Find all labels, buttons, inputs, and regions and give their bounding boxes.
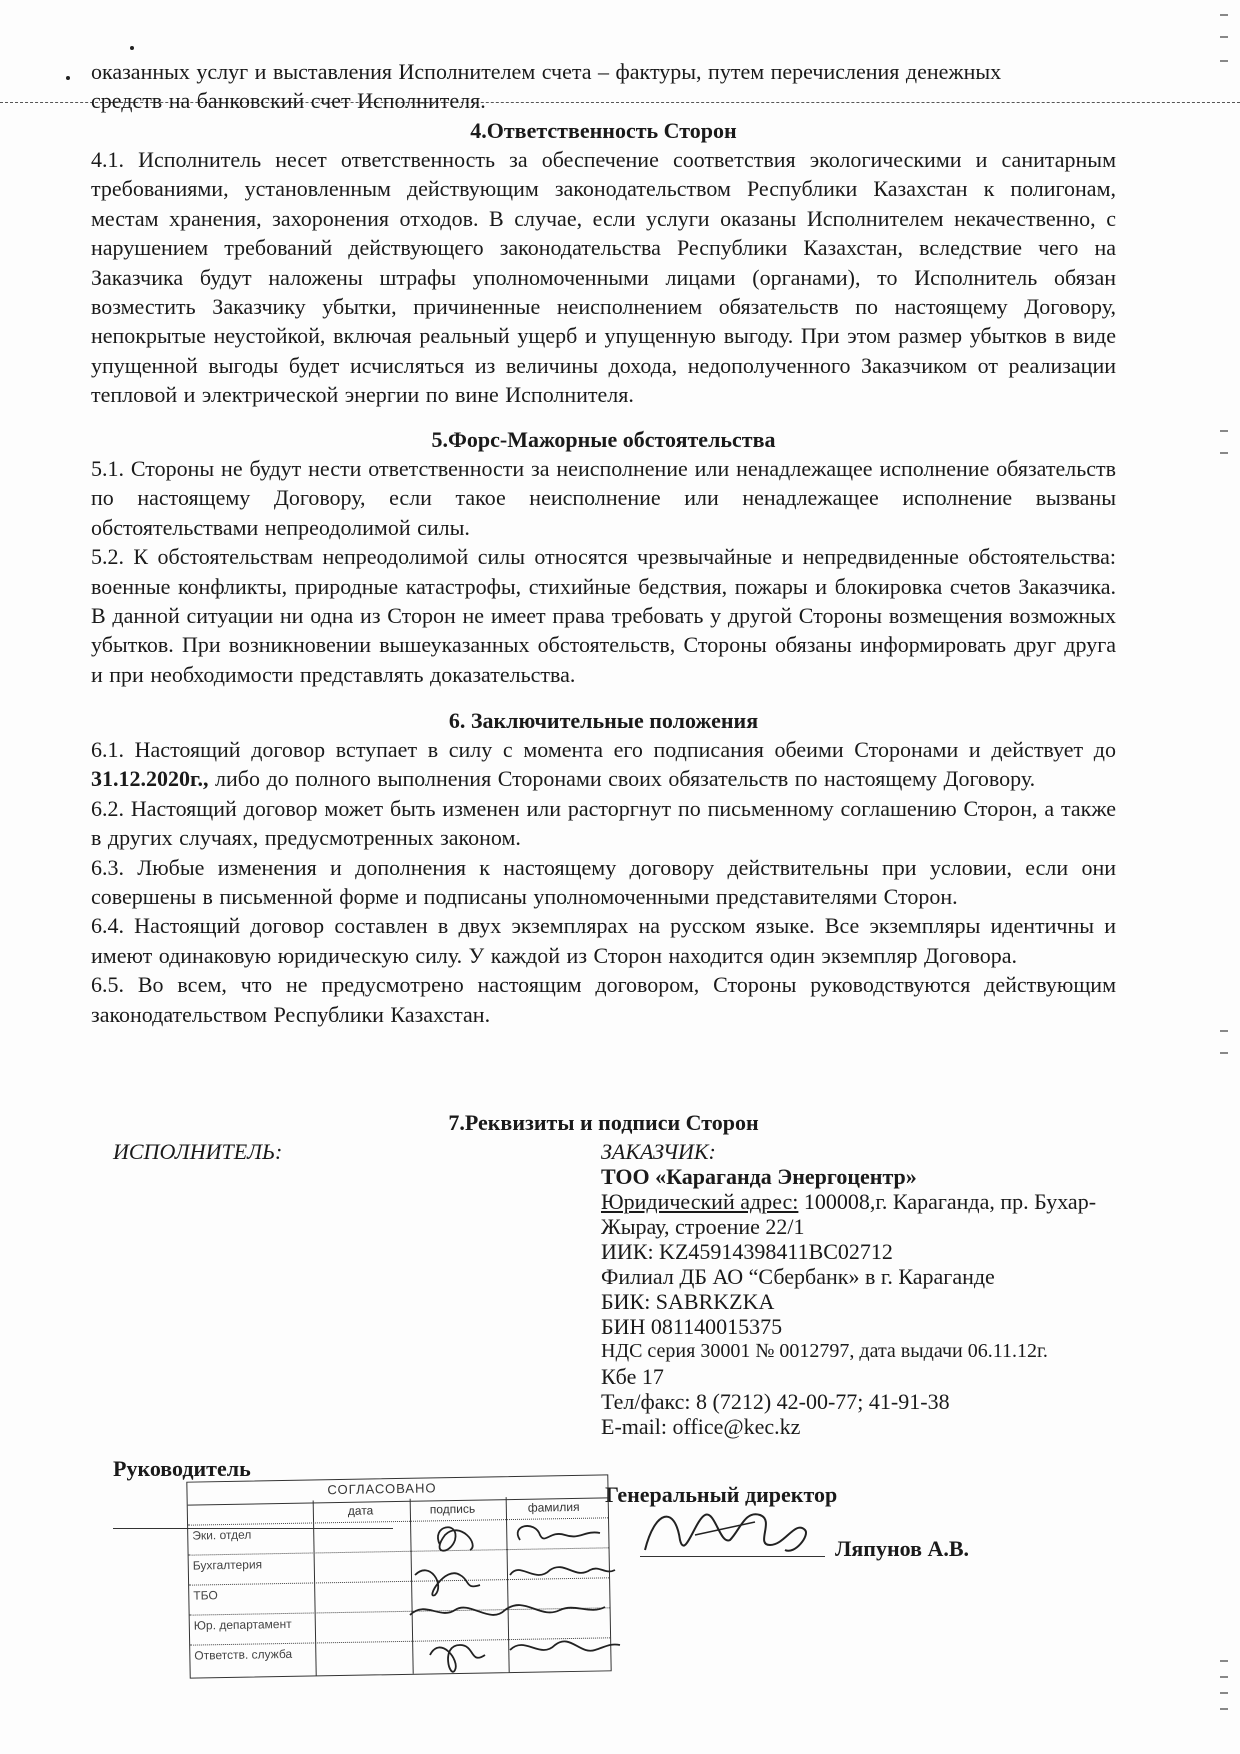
customer-label: ЗАКАЗЧИК: bbox=[601, 1139, 716, 1164]
director-signature bbox=[635, 1500, 835, 1570]
customer-email: E-mail: office@kec.kz bbox=[601, 1414, 801, 1439]
customer-bin: БИН 081140015375 bbox=[601, 1314, 783, 1339]
clause-6-1-text-b: либо до полного выполнения Сторонами своих обязательств по настоящему Договору. bbox=[208, 766, 1036, 792]
clause-6-5: 6.5. Во всем, что не предусмотрено настоящим договором, Стороны руководствуются действующим законодательством Республики Казахстан. bbox=[91, 972, 1116, 1027]
customer-kbe: Кбе 17 bbox=[601, 1364, 664, 1389]
customer-head-title: Генеральный директор bbox=[605, 1482, 838, 1507]
customer-iik: ИИК: KZ45914398411BC02712 bbox=[601, 1239, 893, 1264]
stamp-row-label: Юр. департамент bbox=[193, 1616, 292, 1633]
customer-company: ТОО «Караганда Энергоцентр» bbox=[601, 1164, 917, 1189]
section-4-heading: 4.Ответственность Сторон bbox=[470, 118, 737, 143]
stamp-col-sign: подпись bbox=[429, 1501, 476, 1517]
executor-head-title: Руководитель bbox=[113, 1456, 251, 1481]
section-7 bbox=[91, 1108, 1116, 1137]
customer-phone: Тел/факс: 8 (7212) 42-00-77; 41-91-38 bbox=[601, 1389, 950, 1414]
bullet-mark bbox=[66, 76, 70, 80]
section-4 bbox=[91, 116, 1116, 410]
stamp-row-label: Бухгалтерия bbox=[192, 1557, 263, 1573]
clause-6-2: 6.2. Настоящий договор может быть изменен или расторгнут по письменному соглашению Сторон, а также в других случаях, предусмотренных законом. bbox=[91, 795, 1116, 851]
stamp-row-label: Эки. отдел bbox=[192, 1527, 252, 1543]
customer-director-name: Ляпунов А.В. bbox=[835, 1536, 970, 1561]
section-7-heading: 7.Реквизиты и подписи Сторон bbox=[448, 1110, 759, 1135]
section-6 bbox=[91, 706, 1116, 1029]
customer-bank: Филиал ДБ АО “Сбербанк» в г. Караганде bbox=[601, 1264, 995, 1289]
scan-edge-marks bbox=[1218, 0, 1230, 1754]
customer-address bbox=[601, 1189, 1121, 1214]
clause-6-4: 6.4. Настоящий договор составлен в двух экземплярах на русском языке. Все экземпляры идентичны и имеют одинаковую юридическую силу. У каждой из Сторон находится один экземпляр Договора. bbox=[91, 913, 1116, 968]
contract-end-date: 31.12.2020г., bbox=[91, 766, 209, 792]
stamp-col-name: фамилия bbox=[527, 1499, 580, 1515]
executor-label: ИСПОЛНИТЕЛЬ: bbox=[113, 1139, 283, 1164]
address-value: 100008,г. Караганда, пр. Бухар- bbox=[798, 1189, 1097, 1214]
section-5-heading: 5.Форс-Мажорные обстоятельства bbox=[431, 427, 776, 452]
address-label: Юридический адрес: bbox=[601, 1189, 799, 1214]
customer-address-2: Жырау, строение 22/1 bbox=[601, 1214, 805, 1239]
customer-nds: НДС серия 30001 № 0012797, дата выдачи 06.11.12г. bbox=[601, 1340, 1048, 1362]
clause-5-2: 5.2. К обстоятельствам непреодолимой силы относятся чрезвычайные и непредвиденные обстоятельства: военные конфликты, природные катастрофы, стихийные бедствия, пожары и блокировка счетов Заказчика. В данной ситуации ни одна из Сторон не имеет права требовать у другой Стороны возмещения возможных убытков. При возникновении вышеуказанных обстоятельств, Стороны обязаны информировать друг друга и при необходимости представлять доказательства. bbox=[91, 544, 1116, 687]
clause-6-3: 6.3. Любые изменения и дополнения к настоящему договору действительны при условии, если они совершены в письменной форме и подписаны уполномоченными представителями Сторон. bbox=[91, 854, 1116, 910]
stamp-col-divider bbox=[313, 1500, 317, 1675]
section-5 bbox=[91, 425, 1116, 689]
stamp-row-label: Ответств. служба bbox=[194, 1646, 293, 1663]
intro-line-1: оказанных услуг и выставления Исполнителем счета – фактуры, путем перечисления денежных bbox=[91, 59, 1002, 84]
customer-details bbox=[601, 1139, 1121, 1439]
clause-5-1: 5.1. Стороны не будут нести ответственности за неисполнение или ненадлежащее исполнение обязательств по настоящему Договору, если такое неисполнение или ненадлежащее исполнение вызваны обстоятельствами непреодолимой силы. bbox=[91, 456, 1116, 540]
stamp-col-date: дата bbox=[347, 1503, 374, 1518]
approval-signatures bbox=[400, 1515, 630, 1685]
clause-6-1-text-a: 6.1. Настоящий договор вступает в силу с момента его подписания обеими Сторонами и действует до bbox=[91, 737, 1116, 762]
clause-6-1 bbox=[91, 735, 1116, 794]
intro-line-2: средств на банковский счет Исполнителя. bbox=[91, 88, 486, 114]
scan-speck bbox=[130, 46, 134, 50]
clause-4-1: 4.1. Исполнитель несет ответственность за обеспечение соответствия экологическими и санитарным требованиями, установленным действующим законодательством Республики Казахстан к полигонам, местам хранения, захоронения отходов. В случае, если услуги оказаны Исполнителем некачественно, с нарушением требований действующего законодательства Республики Казахстан, вследствие чего на Заказчика будут наложены штрафы уполномоченными лицами (органами), то Исполнитель обязан возместить Заказчику убытки, причиненные неисполнением обязательств по настоящему Договору, непокрытые неустойкой, включая реальный ущерб и упущенную выгоду. При этом размер убытков в виде упущенной выгоды будет исчисляться из величины дохода, недополученного Заказчиком от реализации тепловой и электрической энергии по вине Исполнителя. bbox=[91, 147, 1116, 408]
stamp-title: СОГЛАСОВАНО bbox=[327, 1480, 437, 1498]
section-6-heading: 6. Заключительные положения bbox=[448, 708, 759, 733]
customer-bik: БИК: SABRKZKA bbox=[601, 1289, 775, 1314]
intro-block bbox=[91, 57, 1116, 116]
stamp-row-label: ТБО bbox=[193, 1588, 218, 1603]
